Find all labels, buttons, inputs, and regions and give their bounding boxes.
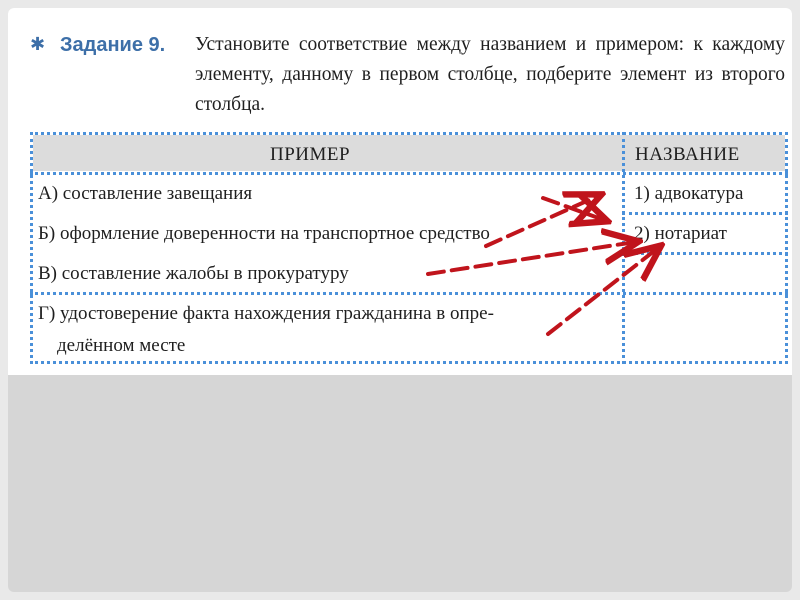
name-item: 1) адвокатура	[634, 183, 744, 204]
task-instructions: Установите соответствие между названием и примером: к каждому элементу, данному в первом столбце, подберите элемент из второго столбца.	[195, 34, 785, 115]
worksheet	[8, 8, 792, 375]
example-item: делённом месте	[57, 335, 186, 356]
row-divider	[622, 212, 788, 215]
name-item: 2) нотариат	[634, 223, 727, 244]
header-example: ПРИМЕР	[270, 144, 351, 165]
example-item: А) составление завещания	[38, 183, 253, 204]
task-number: Задание 9.	[60, 34, 166, 56]
slide	[8, 8, 792, 592]
row-divider	[622, 252, 788, 255]
row-divider	[30, 172, 788, 175]
row-divider	[30, 292, 788, 295]
asterisk-icon: ✱	[30, 34, 46, 55]
example-item: В) составление жалобы в прокуратуру	[38, 263, 349, 284]
header-name: НАЗВАНИЕ	[635, 144, 740, 165]
matching-table	[30, 132, 788, 364]
example-item: Б) оформление доверенности на транспортное средство	[38, 223, 490, 244]
column-divider	[622, 132, 625, 364]
example-item: Г) удостоверение факта нахождения гражданина в опре-	[38, 303, 494, 324]
